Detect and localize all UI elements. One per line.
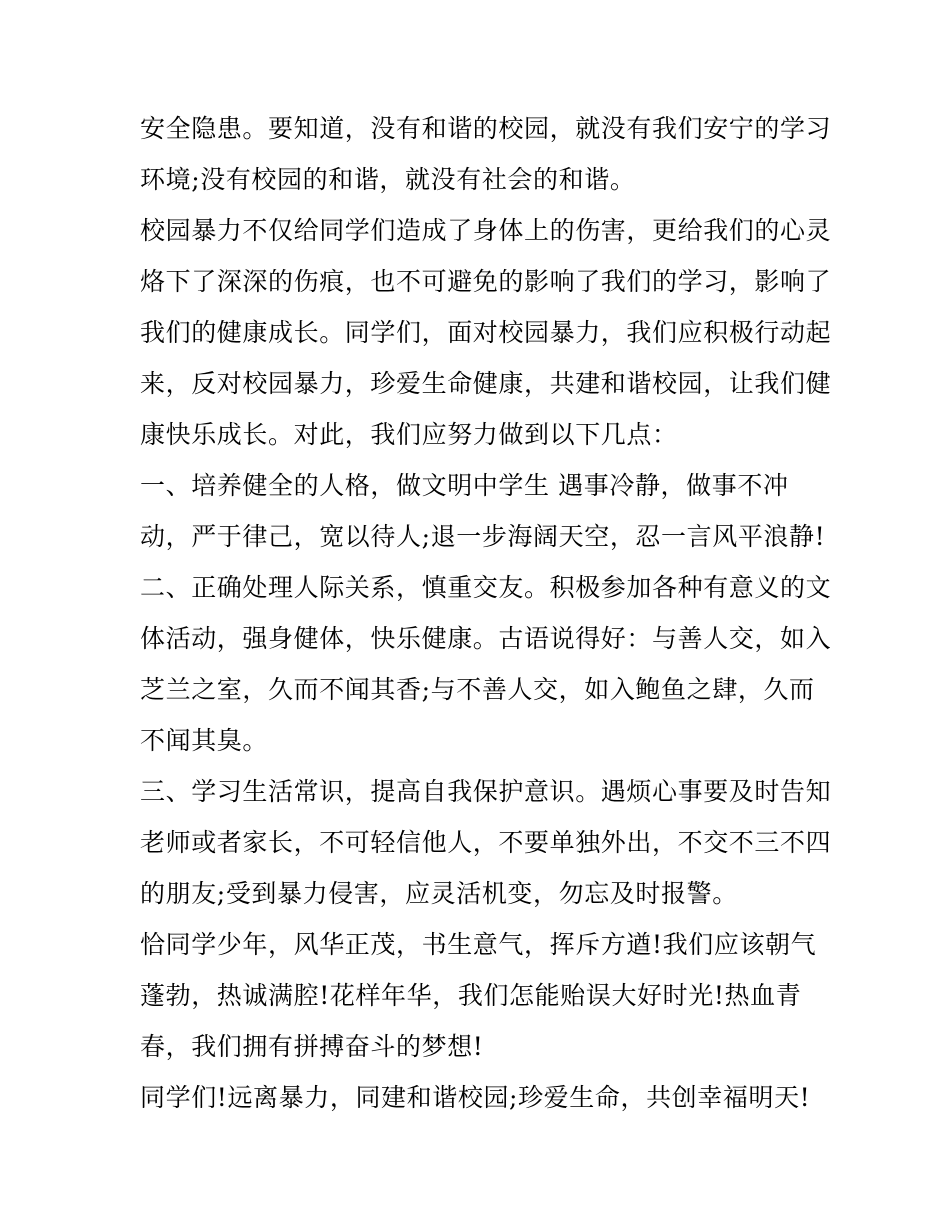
text-line: 三、学习生活常识，提高自我保护意识。遇烦心事要及时告知 [140,777,832,806]
text-line: 动，严于律己，宽以待人;退一步海阔天空，忍一言风平浪静! [140,522,826,551]
text-line: 不闻其臭。 [140,726,269,755]
text-line: 体活动，强身健体，快乐健康。古语说得好：与善人交，如入 [140,624,832,653]
text-line: 烙下了深深的伤痕，也不可避免的影响了我们的学习，影响了 [140,267,832,296]
text-line: 安全隐患。要知道，没有和谐的校园，就没有我们安宁的学习 [140,114,832,143]
text-line: 芝兰之室，久而不闻其香;与不善人交，如入鲍鱼之肆，久而 [140,675,815,704]
text-line: 一、培养健全的人格，做文明中学生 遇事冷静，做事不冲 [140,471,789,500]
text-line: 老师或者家长，不可轻信他人，不要单独外出，不交不三不四 [140,828,832,857]
text-line: 校园暴力不仅给同学们造成了身体上的伤害，更给我们的心灵 [140,216,832,245]
text-line: 春，我们拥有拼搏奋斗的梦想! [140,1032,484,1061]
text-line: 恰同学少年，风华正茂，书生意气，挥斥方遒!我们应该朝气 [140,930,817,959]
text-line: 蓬勃，热诚满腔!花样年华，我们怎能贻误大好时光!热血青 [140,981,802,1010]
text-line: 同学们!远离暴力，同建和谐校园;珍爱生命，共创幸福明天! [140,1083,811,1112]
text-line: 我们的健康成长。同学们，面对校园暴力，我们应积极行动起 [140,318,832,347]
text-line: 来，反对校园暴力，珍爱生命健康，共建和谐校园，让我们健 [140,369,832,398]
text-line: 的朋友;受到暴力侵害，应灵活机变，勿忘及时报警。 [140,879,738,908]
text-line: 康快乐成长。对此，我们应努力做到以下几点： [140,420,678,449]
text-line: 环境;没有校园的和谐，就没有社会的和谐。 [140,165,636,194]
text-line: 二、正确处理人际关系，慎重交友。积极参加各种有意义的文 [140,573,832,602]
